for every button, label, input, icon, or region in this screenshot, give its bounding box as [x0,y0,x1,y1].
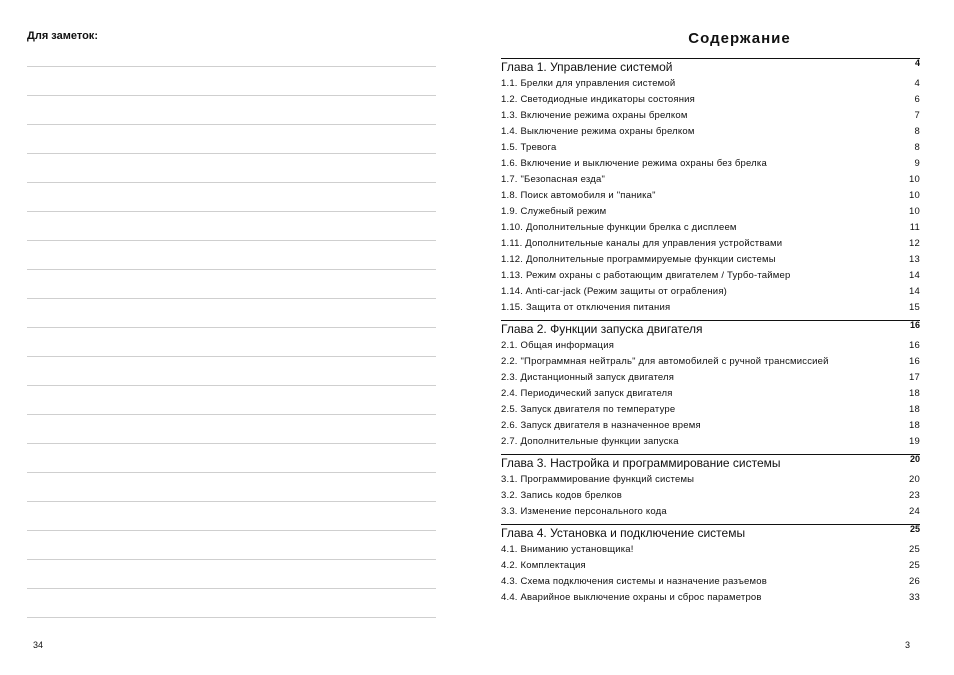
toc-item-row[interactable] [501,108,920,124]
note-line [27,153,436,154]
toc-item-label: 3.3. Изменение персонального кода [501,506,667,517]
toc-item-row[interactable] [501,124,920,140]
toc-chapter-label: Глава 2. Функции запуска двигателя [501,322,703,336]
toc-item-label: 4.1. Вниманию установщика! [501,544,634,555]
toc-item-page: 6 [914,94,920,105]
toc-item-row[interactable] [501,76,920,92]
table-of-contents [501,58,920,606]
note-line [27,559,436,560]
toc-item-label: 2.4. Периодический запуск двигателя [501,388,673,399]
toc-item-row[interactable] [501,268,920,284]
toc-item-page: 18 [909,404,920,415]
toc-chapter-block [501,320,920,450]
toc-item-row[interactable] [501,488,920,504]
note-line [27,617,436,618]
toc-item-row[interactable] [501,434,920,450]
toc-item-row[interactable] [501,172,920,188]
toc-item-label: 1.11. Дополнительные каналы для управления устройствами [501,238,783,249]
toc-item-page: 15 [909,302,920,313]
toc-item-page: 25 [909,560,920,571]
toc-item-row[interactable] [501,236,920,252]
toc-item-page: 4 [914,78,920,89]
toc-item-label: 1.15. Защита от отключения питания [501,302,671,313]
note-line [27,588,436,589]
toc-chapter-row[interactable] [501,524,920,542]
toc-item-page: 10 [909,190,920,201]
note-line [27,356,436,357]
toc-item-row[interactable] [501,140,920,156]
toc-item-page: 16 [909,356,920,367]
toc-chapter-label: Глава 3. Настройка и программирование системы [501,456,781,470]
note-line [27,443,436,444]
toc-item-row[interactable] [501,590,920,606]
toc-item-page: 11 [909,222,920,233]
contents-title: Содержание [688,30,791,47]
toc-item-label: 4.2. Комплектация [501,560,586,571]
toc-chapter-page: 20 [909,454,920,464]
toc-item-label: 2.3. Дистанционный запуск двигателя [501,372,675,383]
toc-item-row[interactable] [501,220,920,236]
toc-item-page: 16 [909,340,920,351]
toc-item-row[interactable] [501,504,920,520]
toc-item-page: 17 [909,372,920,383]
toc-item-label: 1.3. Включение режима охраны брелком [501,110,688,121]
note-line [27,530,436,531]
toc-item-row[interactable] [501,300,920,316]
toc-item-row[interactable] [501,188,920,204]
toc-item-label: 1.1. Брелки для управления системой [501,78,676,89]
toc-chapter-page: 4 [914,58,920,68]
toc-item-row[interactable] [501,558,920,574]
right-page-number: 3 [904,640,910,650]
notes-title: Для заметок: [27,30,98,42]
toc-chapter-row[interactable] [501,320,920,338]
toc-item-label: 1.12. Дополнительные программируемые функции системы [501,254,776,265]
toc-item-row[interactable] [501,354,920,370]
toc-item-row[interactable] [501,284,920,300]
toc-item-label: 1.9. Служебный режим [501,206,607,217]
toc-item-row[interactable] [501,156,920,172]
left-page-number: 34 [33,640,44,650]
toc-item-page: 33 [909,592,920,603]
toc-item-row[interactable] [501,402,920,418]
toc-item-label: 1.2. Светодиодные индикаторы состояния [501,94,696,105]
note-line [27,472,436,473]
note-line [27,327,436,328]
toc-item-page: 10 [909,206,920,217]
toc-item-label: 4.4. Аварийное выключение охраны и сброс параметров [501,592,762,603]
toc-item-page: 25 [909,544,920,555]
toc-item-page: 14 [909,270,920,281]
toc-item-row[interactable] [501,252,920,268]
toc-item-row[interactable] [501,370,920,386]
toc-item-page: 9 [914,158,920,169]
toc-item-page: 24 [909,506,920,517]
toc-item-row[interactable] [501,542,920,558]
toc-item-page: 8 [914,126,920,137]
toc-item-row[interactable] [501,386,920,402]
note-line [27,95,436,96]
toc-item-page: 18 [909,420,920,431]
toc-item-row[interactable] [501,472,920,488]
note-line [27,211,436,212]
toc-item-page: 20 [909,474,920,485]
toc-item-label: 1.5. Тревога [501,142,557,153]
toc-chapter-block [501,58,920,316]
note-line [27,298,436,299]
toc-item-label: 2.7. Дополнительные функции запуска [501,436,679,447]
toc-item-label: 2.6. Запуск двигателя в назначенное время [501,420,701,431]
toc-item-label: 1.14. Anti-car-jack (Режим защиты от ограбления) [501,286,728,297]
note-line [27,66,436,67]
toc-item-label: 1.13. Режим охраны с работающим двигателем / Турбо-таймер [501,270,791,281]
note-line [27,124,436,125]
toc-item-row[interactable] [501,338,920,354]
toc-item-row[interactable] [501,574,920,590]
note-line [27,182,436,183]
toc-item-page: 13 [909,254,920,265]
toc-item-page: 8 [914,142,920,153]
note-line [27,385,436,386]
toc-item-page: 19 [909,436,920,447]
toc-item-page: 18 [909,388,920,399]
toc-item-page: 23 [909,490,920,501]
toc-chapter-block [501,524,920,606]
toc-item-page: 7 [914,110,920,121]
toc-chapter-label: Глава 4. Установка и подключение системы [501,526,746,540]
toc-chapter-row[interactable] [501,58,920,76]
toc-item-label: 2.1. Общая информация [501,340,615,351]
toc-item-label: 1.7. "Безопасная езда" [501,174,606,185]
toc-item-label: 1.8. Поиск автомобиля и "паника" [501,190,656,201]
toc-chapter-page: 25 [909,524,920,534]
toc-item-label: 3.1. Программирование функций системы [501,474,695,485]
toc-item-row[interactable] [501,204,920,220]
toc-item-row[interactable] [501,92,920,108]
toc-item-label: 1.4. Выключение режима охраны брелком [501,126,695,137]
toc-item-page: 10 [909,174,920,185]
toc-chapter-page: 16 [909,320,920,330]
toc-item-page: 12 [909,238,920,249]
note-line [27,501,436,502]
toc-chapter-label: Глава 1. Управление системой [501,60,673,74]
toc-item-page: 26 [909,576,920,587]
toc-item-row[interactable] [501,418,920,434]
toc-chapter-row[interactable] [501,454,920,472]
toc-item-page: 14 [909,286,920,297]
toc-item-label: 2.5. Запуск двигателя по температуре [501,404,676,415]
toc-item-label: 3.2. Запись кодов брелков [501,490,622,501]
toc-chapter-block [501,454,920,520]
toc-item-label: 1.10. Дополнительные функции брелка с дисплеем [501,222,737,233]
toc-item-label: 4.3. Схема подключения системы и назначение разъемов [501,576,767,587]
note-line [27,269,436,270]
note-line [27,414,436,415]
note-line [27,240,436,241]
toc-item-label: 2.2. "Программная нейтраль" для автомобилей с ручной трансмиссией [501,356,829,367]
toc-item-label: 1.6. Включение и выключение режима охраны без брелка [501,158,767,169]
contents-page [477,0,954,675]
